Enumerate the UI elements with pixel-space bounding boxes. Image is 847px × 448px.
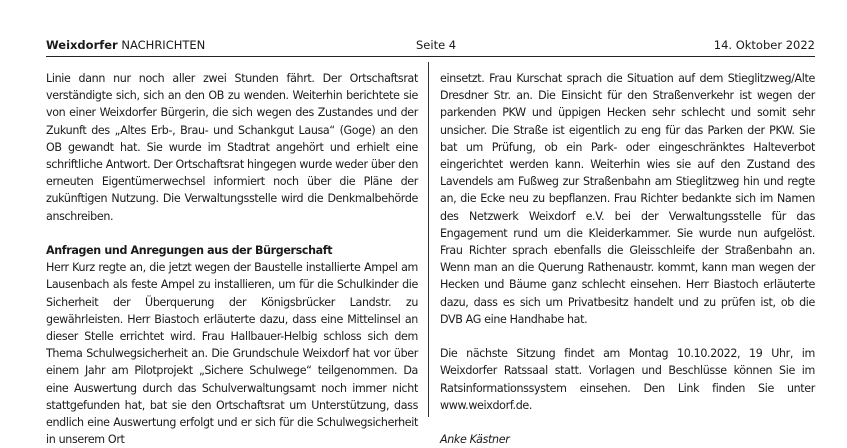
publication-title [46,36,205,54]
right-column [440,70,815,448]
next-meeting-paragraph: Die nächste Sitzung findet am Montag 10.10.2022, 19 Uhr, im Weixdorfer Ratssaal statt. Vorlagen und Beschlüsse können Sie im Ratsinformationssystem einsehen. Den Link finden Sie unter www.weixdorf.de. [440,347,815,412]
issue-date: 14. Oktober 2022 [713,38,815,52]
section-heading: Anfragen und Anregungen aus der Bürgerschaft [46,244,333,258]
page-header [46,36,815,54]
left-column [46,70,418,448]
paragraph-spacer [440,328,815,345]
column-divider [428,62,429,417]
intro-paragraph: Linie dann nur noch aller zwei Stunden fährt. Der Ortschaftsrat verständigte sich, sich an den OB zu wenden. Weiterhin berichtete sie von einer Weixdorfer Bürgerin, die sich wegen des Zustandes und der Zukunft des „Altes Erb-, Brau- und Schankgut Lausa“ (Goge) an den OB gewandt hat. Sie wurde im Stadtrat angehört und erhielt eine schriftliche Antwort. Der Ortschaftsrat hingegen wurde weder über den erneuten Eigentümerwechsel informiert noch über die Pläne der zukünftigen Nutzung. Die Verwaltungsstelle wird die Denkmalbehörde anschreiben. [46,72,418,223]
paragraph-spacer [440,414,815,431]
continued-paragraph: einsetzt. Frau Kurschat sprach die Situation auf dem Stieglitzweg/Alte Dresdner Str. an. Die Einsicht für den Straßenverkehr ist wegen der parkenden PKW und üppigen Hecken sehr schlecht und somit sehr unsicher. Die Straße ist eigentlich zu eng für das Parken der PKW. Sie bat um Prüfung, ob ein Park- oder eingeschränktes Halteverbot eingerichtet werden kann. Weiterhin wies sie auf den Zustand des Lavendels am Fußweg zur Straßenbahn am Stieglitzweg hin und regte an, die Ecke neu zu bepflanzen. Frau Richter bedankte sich im Namen des Netzwerk Weixdorf e.V. bei der Verwaltungsstelle für das Engagement rund um die Kleiderkammer. Sie wurde nun aufgelöst. Frau Richter sprach ebenfalls die Gleisschleife der Straßenbahn an. Wenn man an die Querung Rathenaustr. kommt, kann man wegen der Hecken und Bäume ganz schlecht einsehen. Herr Biastoch erläuterte dazu, dass es sich um Privatbesitz handelt und zu prüfen ist, ob die DVB AG eine Handhabe hat. [440,72,815,326]
author-signature: Anke Kästner [440,433,510,447]
body-paragraph: Herr Kurz regte an, die jetzt wegen der Baustelle installierte Ampel am Lausenbach als feste Ampel zu installieren, um für die Schulkinder die Sicherheit der Überquerung der Königsbrücker Landstr. zu gewährleisten. Herr Biastoch erläuterte dazu, dass eine Mittelinsel an dieser Stelle errichtet wird. Frau Hallbauer-Helbig schloss sich dem Thema Schulwegsicherheit an. Die Grundschule Weixdorf hat vor über einem Jahr am Pilotprojekt „Sichere Schulwege“ teilgenommen. Da eine Auswertung durch das Schulverwaltungsamt noch immer nicht stattgefunden hat, bat sie den Ortschaftsrat um Unterstützung, dass endlich eine Auswertung erfolgt und er sich für die Schulwegsicherheit in unserem Ort [46,261,418,447]
paragraph-spacer [46,225,418,242]
publication-brand: Weixdorfer [46,38,118,52]
header-rule [46,56,815,57]
publication-section: NACHRICHTEN [121,38,206,52]
page-number: Seite 4 [416,38,457,52]
